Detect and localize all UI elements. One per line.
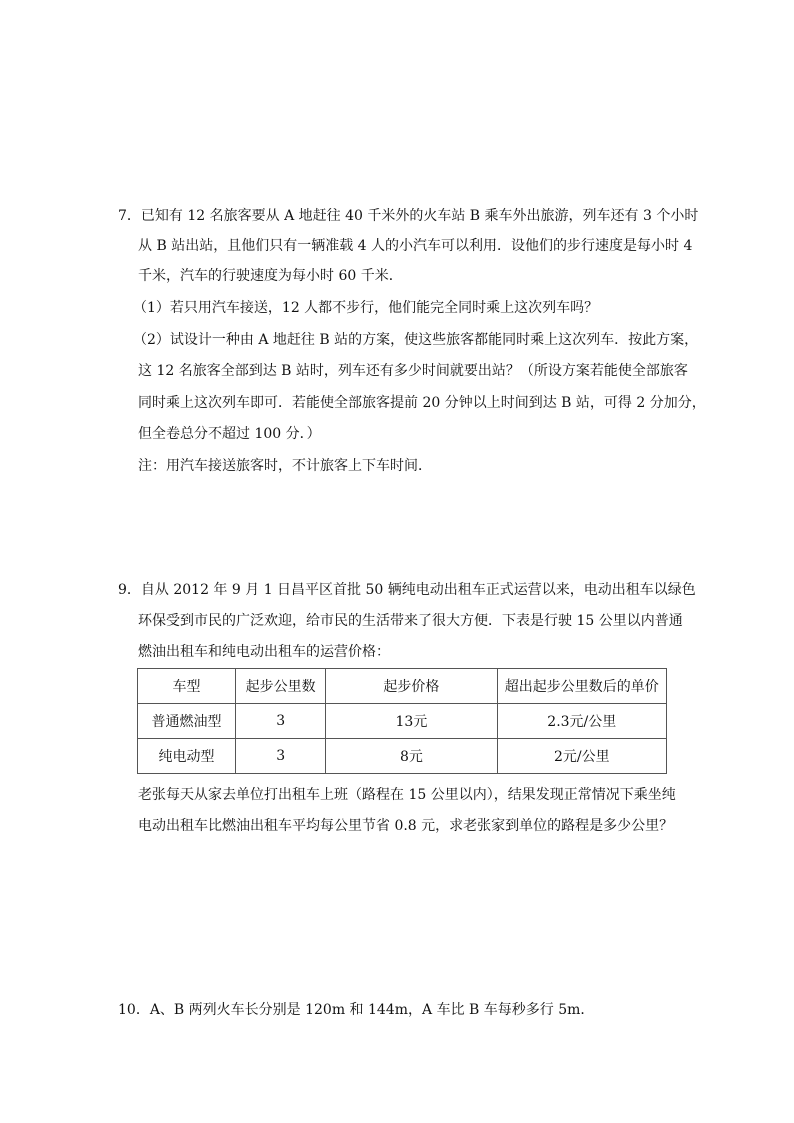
- q9-line-2: 环保受到市民的广泛欢迎，给市民的生活带来了很大方便．下表是行驶 15 公里以内普通: [138, 613, 683, 629]
- table-row: [138, 704, 667, 739]
- cell-base-km: 3: [236, 739, 326, 774]
- q7-line-2: 从 B 站出站，且他们只有一辆准载 4 人的小汽车可以利用．设他们的步行速度是每小时 4: [138, 238, 693, 254]
- header-base-price: 起步价格: [326, 669, 497, 704]
- q7-line-6: 这 12 名旅客全部到达 B 站时，列车还有多少时间就要出站？（所设方案若能使全部旅客: [138, 363, 688, 379]
- table-row: [138, 739, 667, 774]
- q7-note: 注：用汽车接送旅客时，不计旅客上下车时间．: [138, 458, 432, 474]
- cell-base-km: 3: [236, 704, 326, 739]
- table-header-row: [138, 669, 667, 704]
- q7-line-3: 千米，汽车的行驶速度为每小时 60 千米．: [138, 268, 403, 284]
- cell-unit-price: 2.3元/公里: [497, 704, 666, 739]
- q7-line-7: 同时乘上这次列车即可．若能使全部旅客提前 20 分钟以上时间到达 B 站，可得 2 分加分，: [138, 395, 706, 411]
- q9-line-1: 9．自从 2012 年 9 月 1 日昌平区首批 50 辆纯电动出租车正式运营以来，电动出租车以绿色: [118, 582, 696, 598]
- header-unit-price: 超出起步公里数后的单价: [497, 669, 666, 704]
- fare-table: [137, 668, 667, 774]
- cell-vehicle-type: 纯电动型: [138, 739, 236, 774]
- cell-vehicle-type: 普通燃油型: [138, 704, 236, 739]
- header-base-km: 起步公里数: [236, 669, 326, 704]
- q7-line-1: 7．已知有 12 名旅客要从 A 地赶往 40 千米外的火车站 B 乘车外出旅游，列车还有 3 个小时: [118, 208, 699, 224]
- q9-line-3: 燃油出租车和纯电动出租车的运营价格：: [138, 644, 390, 660]
- q9-after-line-1: 老张每天从家去单位打出租车上班（路程在 15 公里以内），结果发现正常情况下乘坐纯: [138, 787, 676, 803]
- q9-after-line-2: 电动出租车比燃油出租车平均每公里节省 0.8 元，求老张家到单位的路程是多少公里？: [138, 818, 674, 834]
- cell-base-price: 13元: [326, 704, 497, 739]
- q7-line-5: （2）试设计一种由 A 地赶往 B 站的方案，使这些旅客都能同时乘上这次列车．按此方案，: [133, 332, 699, 348]
- q7-line-4: （1）若只用汽车接送，12 人都不步行，他们能完全同时乘上这次列车吗？: [133, 300, 599, 316]
- header-vehicle-type: 车型: [138, 669, 236, 704]
- cell-base-price: 8元: [326, 739, 497, 774]
- q7-line-8: 但全卷总分不超过 100 分．）: [138, 426, 321, 442]
- cell-unit-price: 2元/公里: [497, 739, 666, 774]
- question-10: 10．A、B 两列火车长分别是 120m 和 144m，A 车比 B 车每秒多行 5m．: [118, 1002, 595, 1018]
